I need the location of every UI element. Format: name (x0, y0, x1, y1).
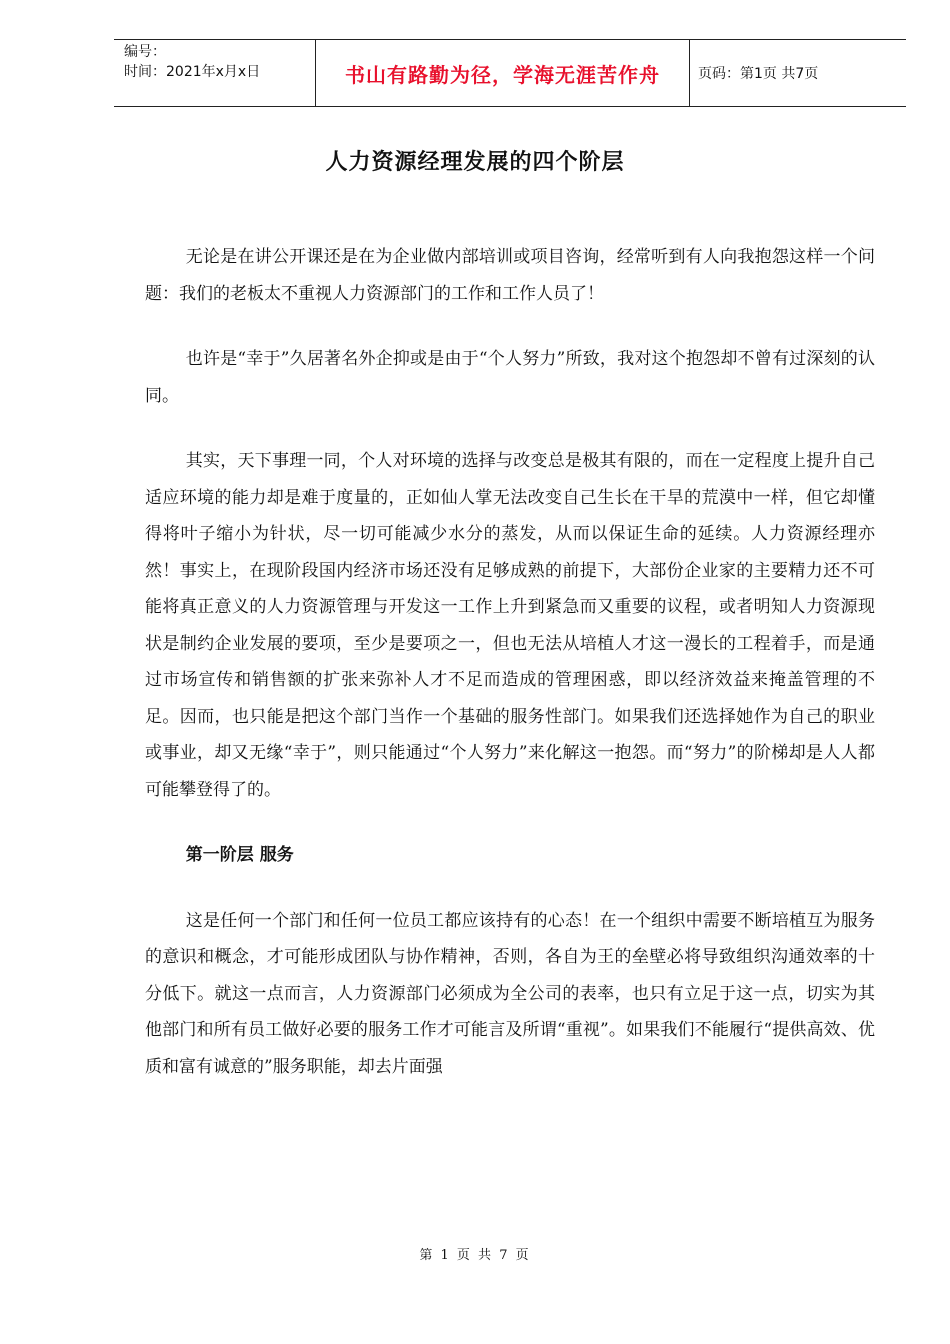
header-meta-cell (114, 40, 316, 106)
time-label: 时间：2021年x月x日 (124, 64, 261, 80)
header-page-cell (690, 40, 906, 106)
number-label: 编号： (124, 44, 166, 60)
document-title: 人力资源经理发展的四个阶层 (325, 149, 625, 175)
motto: 书山有路勤为径，学海无涯苦作舟 (345, 62, 660, 87)
paragraph: 也许是“幸于”久居著名外企抑或是由于“个人努力”所致，我对这个抱怨却不曾有过深刻的认同。 (145, 349, 875, 406)
paragraph: 其实，天下事理一同，个人对环境的选择与改变总是极其有限的，而在一定程度上提升自己适应环境的能力却是难于度量的，正如仙人掌无法改变自己生长在干旱的荒漠中一样，但它却懂得将叶子缩小为针状，尽一切可能减少水分的蒸发，从而以保证生命的延续。人力资源经理亦然！事实上，在现阶段国内经济市场还没有足够成熟的前提下，大部份企业家的主要精力还不可能将真正意义的人力资源管理与开发这一工作上升到紧急而又重要的议程，或者明知人力资源现状是制约企业发展的要项，至少是要项之一，但也无法从培植人才这一漫长的工程着手，而是通过市场宣传和销售额的扩张来弥补人才不足而造成的管理困惑，即以经济效益来掩盖管理的不足。因而，也只能是把这个部门当作一个基础的服务性部门。如果我们还选择她作为自己的职业或事业，却又无缘“幸于”，则只能通过“个人努力”来化解这一抱怨。而“努力”的阶梯却是人人都可能攀登得了的。 (145, 451, 875, 800)
page-footer: 第 1 页 共 7 页 (419, 1248, 531, 1263)
header-motto-cell (316, 40, 690, 106)
document-header (114, 39, 906, 107)
section-heading: 第一阶层 服务 (185, 845, 294, 865)
paragraph: 这是任何一个部门和任何一位员工都应该持有的心态！在一个组织中需要不断培植互为服务的意识和概念，才可能形成团队与协作精神，否则，各自为王的垒壁必将导致组织沟通效率的十分低下。就这一点而言，人力资源部门必须成为全公司的表率，也只有立足于这一点，切实为其他部门和所有员工做好必要的服务工作才可能言及所谓“重视”。如果我们不能履行“提供高效、优质和富有诚意的”服务职能，却去片面强 (145, 910, 875, 1077)
page-info: 页码：第1页 共7页 (698, 66, 819, 82)
paragraph: 无论是在讲公开课还是在为企业做内部培训或项目咨询，经常听到有人向我抱怨这样一个问题：我们的老板太不重视人力资源部门的工作和工作人员了！ (145, 247, 875, 304)
document-body (145, 239, 875, 1114)
